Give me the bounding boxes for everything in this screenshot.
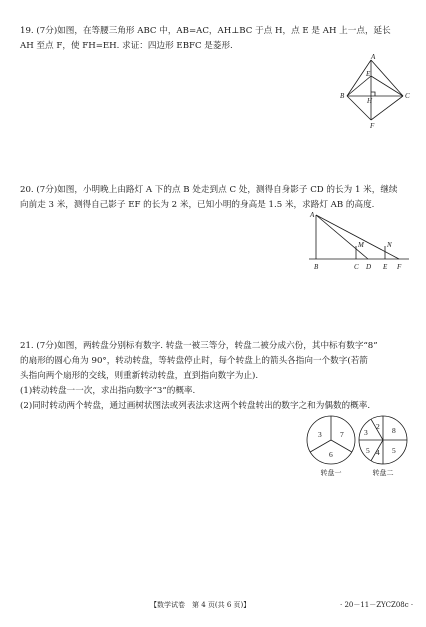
q21-part2: (2)同时转动两个转盘，通过画树状图法或列表法求这两个转盘转出的数字之和为偶数的概率. <box>20 401 371 411</box>
q21-part1: (1)转动转盘一一次，求出指向数字“3”的概率. <box>20 386 196 396</box>
label-E: E <box>366 70 371 78</box>
spinner-2-svg <box>356 413 410 467</box>
label-M: M <box>358 241 364 249</box>
spinner-1-svg <box>304 413 358 467</box>
spinner1-number-6: 6 <box>329 450 333 459</box>
q20-streetlight-svg <box>305 209 411 273</box>
spinner2-number-8: 8 <box>392 426 396 435</box>
spinner2-number-5b: 5 <box>392 446 396 455</box>
q19-line1: 19. (7分)如图，在等腰三角形 ABC 中，AB=AC，AH⊥BC 于点 H，点 E 是 AH 上一点，延长 <box>20 26 391 36</box>
spinner1-number-3: 3 <box>318 430 322 439</box>
spinner2-number-5: 5 <box>366 446 370 455</box>
q20-line1: 20. (7分)如图，小明晚上由路灯 A 下的点 B 处走到点 C 处，测得自身影子 CD 的长为 1 米，继续 <box>20 185 398 195</box>
spinner-1 <box>304 413 358 471</box>
label-C: C <box>405 92 410 100</box>
label-F: F <box>370 122 375 130</box>
spinner1-number-7: 7 <box>340 430 344 439</box>
spinner-2-caption: 转盘二 <box>372 469 394 477</box>
q20-streetlight-figure <box>305 209 411 277</box>
spinner2-number-4: 4 <box>376 448 380 457</box>
label-B: B <box>314 263 319 271</box>
label-H: H <box>367 97 373 105</box>
q19-rhombus-svg <box>338 54 418 138</box>
label-E: E <box>383 263 388 271</box>
label-F: F <box>397 263 402 271</box>
label-A: A <box>310 211 315 219</box>
q20-line2: 向前走 3 米，测得自己影子 EF 的长为 2 米，已知小明的身高是 1.5 米，求路灯 AB 的高度. <box>20 200 375 210</box>
label-N: N <box>387 241 392 249</box>
q21-line1: 21. (7分)如图，两转盘分别标有数字. 转盘一被三等分，转盘二被分成六份，其中标有数字“8” <box>20 341 378 351</box>
label-D: D <box>366 263 372 271</box>
spinner2-number-3: 3 <box>364 428 368 437</box>
question-21 <box>20 339 412 414</box>
page-footer-center: 【数学试卷 第 4 页(共 6 页)】 <box>150 601 251 609</box>
label-A: A <box>371 54 376 61</box>
question-19 <box>20 24 412 54</box>
spinner-1-caption: 转盘一 <box>320 469 342 477</box>
page-footer-right: · 20－11－ZYCZ08c · <box>340 601 414 609</box>
spinner-2 <box>356 413 410 471</box>
label-B: B <box>340 92 345 100</box>
label-C: C <box>354 263 359 271</box>
q19-rhombus-figure <box>338 54 418 142</box>
q21-line2: 的扇形的圆心角为 90°，转动转盘，等转盘停止时，每个转盘上的箭头各指向一个数字(若箭 <box>20 356 368 366</box>
q21-line3: 头指向两个扇形的交线，则重新转动转盘，直到指向数字为止). <box>20 371 259 381</box>
q19-line2: AH 至点 F，使 FH=EH. 求证：四边形 EBFC 是菱形. <box>20 41 233 51</box>
spinner2-number-2: 2 <box>376 422 380 431</box>
